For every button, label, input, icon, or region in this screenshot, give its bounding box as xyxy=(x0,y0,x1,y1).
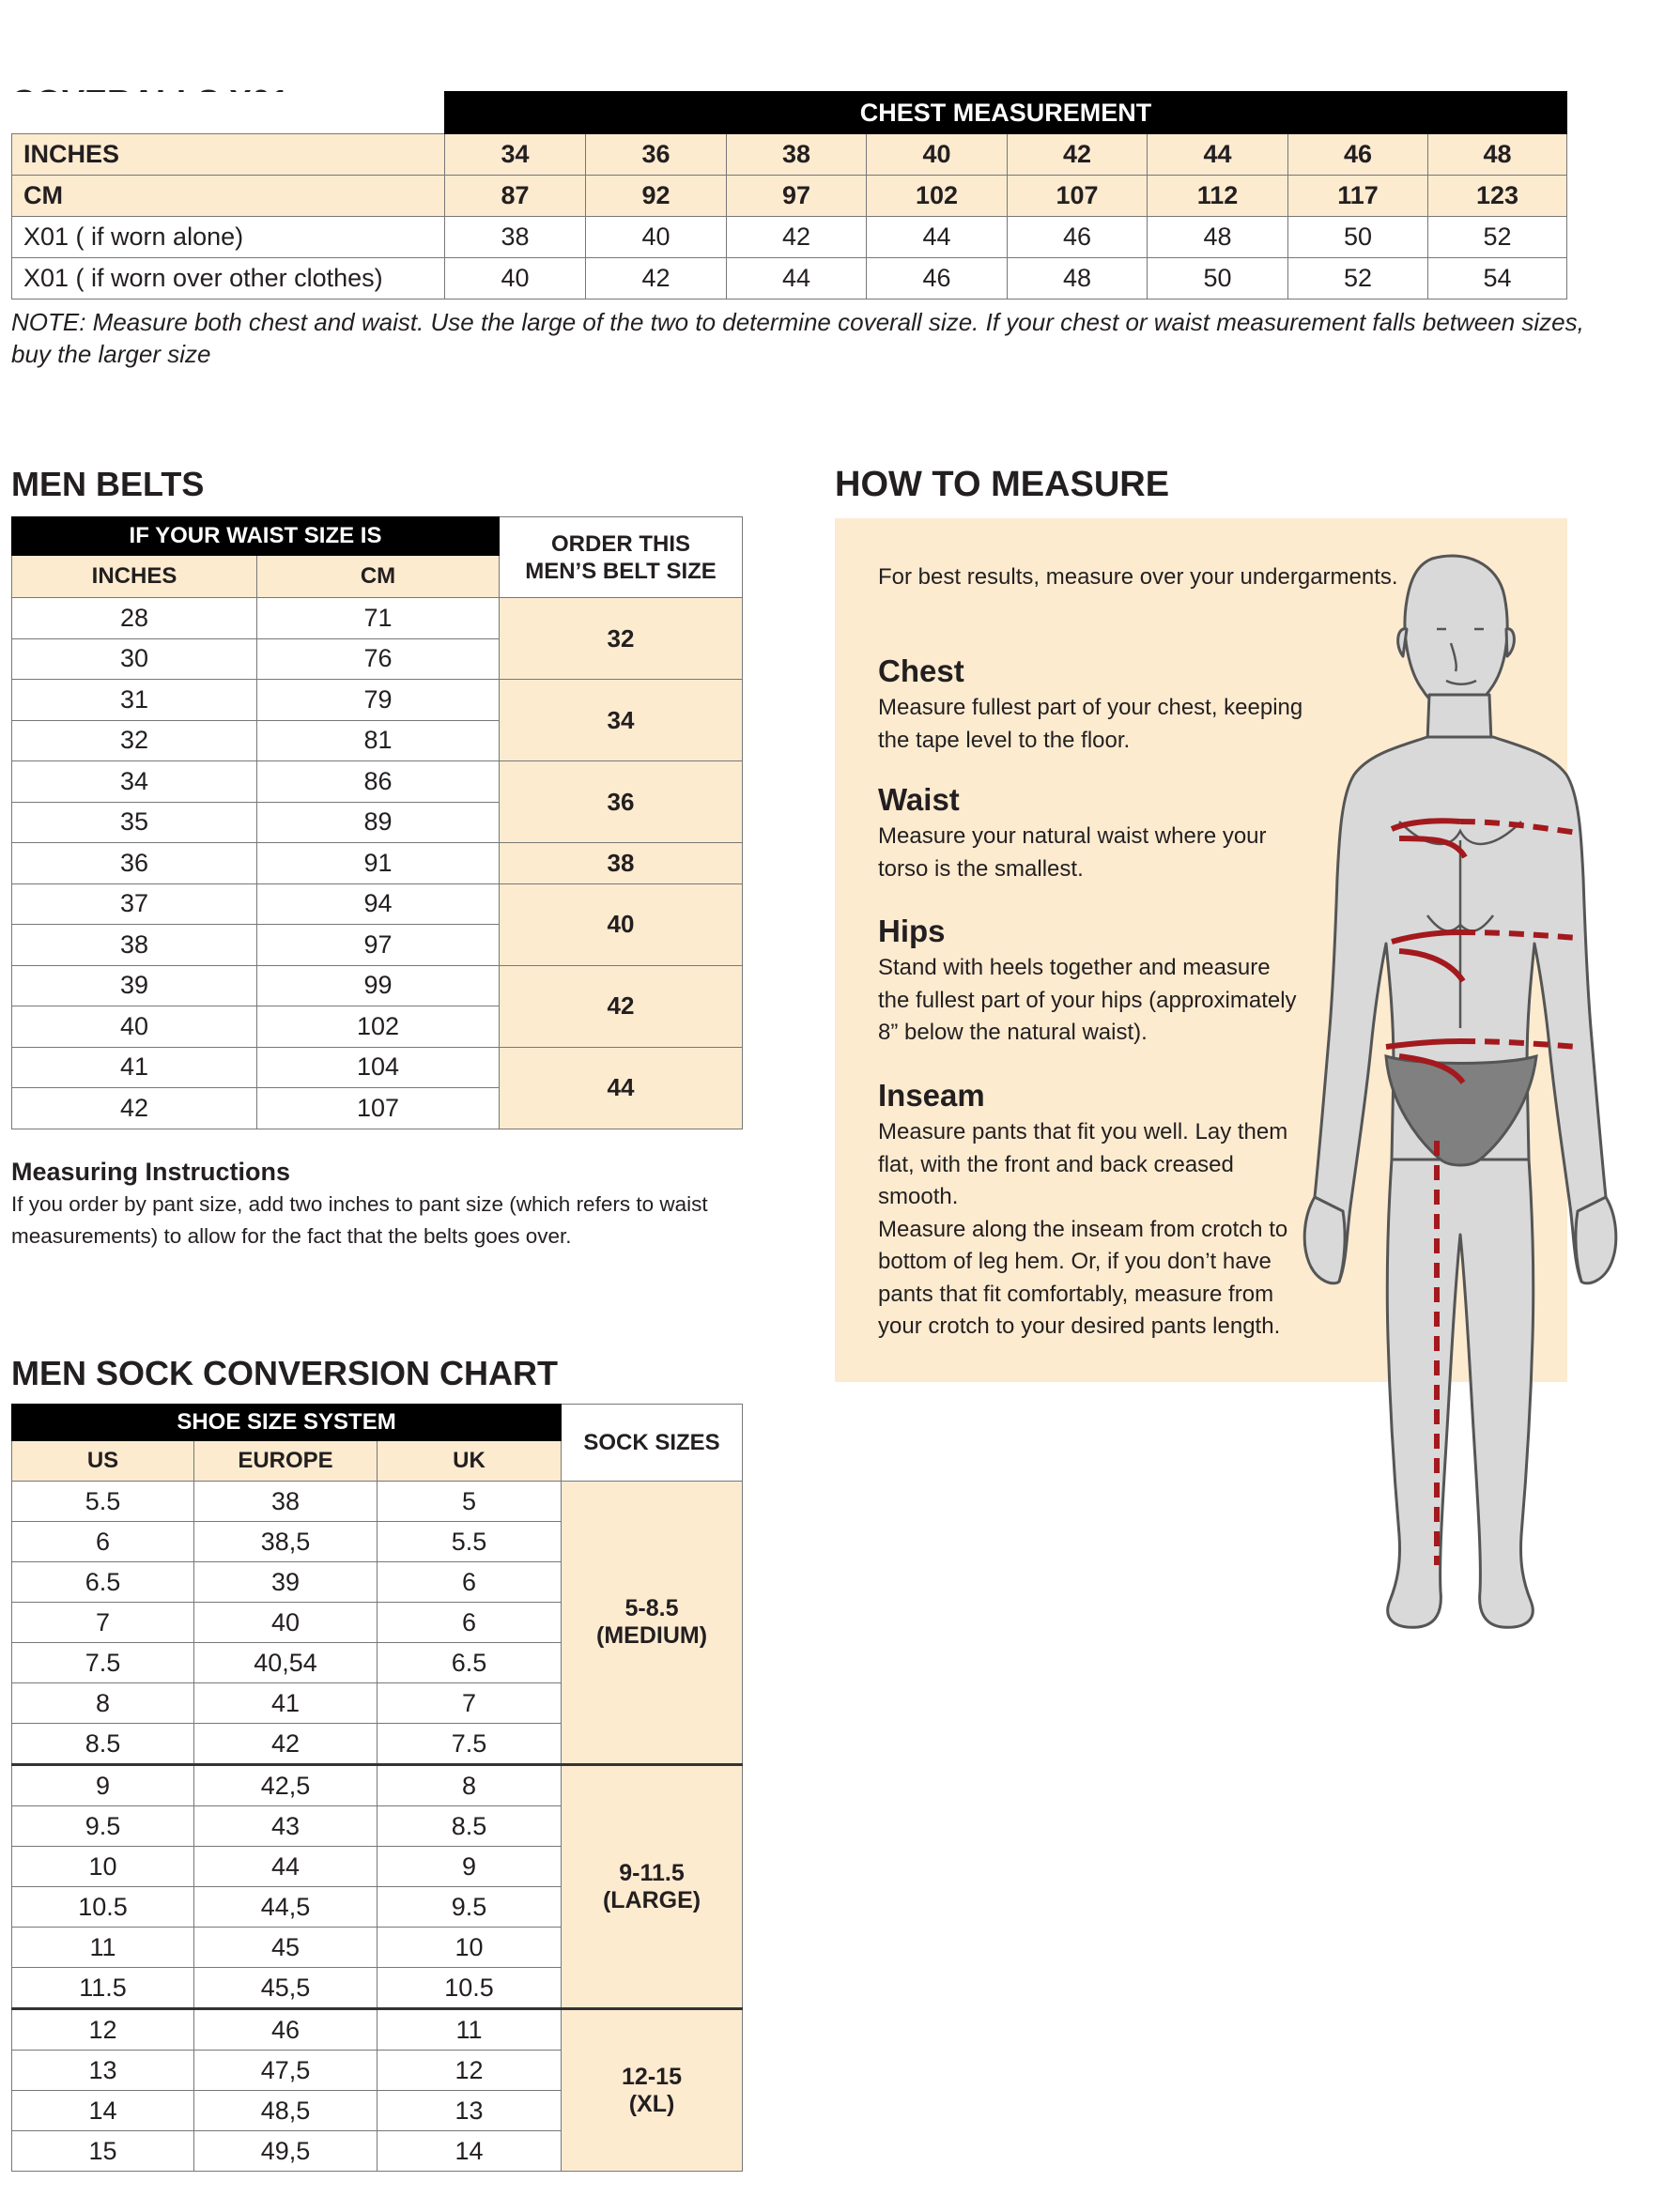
cell: 91 xyxy=(257,843,500,884)
inseam-title: Inseam xyxy=(878,1078,985,1113)
cell: 9.5 xyxy=(378,1887,562,1928)
belt-size-cell: 32 xyxy=(500,598,743,680)
note-line-1: NOTE: Measure both chest and waist. Use the large of the two to determine coverall size. If your chest or waist measurement falls between sizes, xyxy=(11,308,1584,336)
chest-measurement-header-row xyxy=(12,92,1567,134)
text-line: Stand with heels together and measure xyxy=(878,955,1271,980)
cell: 46 xyxy=(1288,134,1428,176)
cell: 6.5 xyxy=(378,1643,562,1683)
socks-table xyxy=(11,1404,743,2172)
cell: 46 xyxy=(867,258,1008,300)
cell: 54 xyxy=(1428,258,1567,300)
ear-right-shape xyxy=(1506,629,1514,656)
cell: 7.5 xyxy=(12,1643,194,1683)
text-line: smooth. xyxy=(878,1184,959,1209)
cell: 8 xyxy=(12,1683,194,1724)
table-row xyxy=(12,1047,743,1088)
text-line: the tape level to the floor. xyxy=(878,727,1131,753)
cell: 41 xyxy=(194,1683,378,1724)
cell: 42,5 xyxy=(194,1765,378,1806)
cell: 13 xyxy=(12,2051,194,2091)
cell: 99 xyxy=(257,965,500,1006)
text-line: Measure pants that fit you well. Lay them xyxy=(878,1119,1288,1144)
text-line: Measure your natural waist where your xyxy=(878,823,1267,849)
socks-title: MEN SOCK CONVERSION CHART xyxy=(11,1354,559,1392)
intro-text: For best results, measure over your undergarments. xyxy=(878,564,1398,590)
cell: 9 xyxy=(12,1765,194,1806)
sock-size-large xyxy=(562,1765,743,2009)
cell: 14 xyxy=(12,2091,194,2131)
worn-alone-row xyxy=(12,217,1567,258)
cell: 112 xyxy=(1148,176,1288,217)
cell: 39 xyxy=(194,1562,378,1603)
cell: 40,54 xyxy=(194,1643,378,1683)
belt-size-cell: 42 xyxy=(500,965,743,1047)
waist-title: Waist xyxy=(878,782,960,817)
cell: 44 xyxy=(1148,134,1288,176)
belts-title: MEN BELTS xyxy=(11,465,205,503)
cell: 5 xyxy=(378,1482,562,1522)
cell: 28 xyxy=(12,598,257,639)
text-line: 8” below the natural waist). xyxy=(878,1020,1148,1045)
cell: 38 xyxy=(12,925,257,966)
cell: 44 xyxy=(727,258,867,300)
inches-row xyxy=(12,134,1567,176)
cell: 13 xyxy=(378,2091,562,2131)
cell: 47,5 xyxy=(194,2051,378,2091)
text-line: torso is the smallest. xyxy=(878,855,1084,882)
cell: 9 xyxy=(378,1847,562,1887)
sock-size-name: (XL) xyxy=(628,2090,675,2117)
cell: 81 xyxy=(257,720,500,761)
europe-header: EUROPE xyxy=(194,1441,378,1482)
belt-size-cell: 34 xyxy=(500,680,743,761)
belt-size-cell: 44 xyxy=(500,1047,743,1129)
cell: 104 xyxy=(257,1047,500,1088)
belts-table xyxy=(11,516,743,1129)
text-line: the fullest part of your hips (approximately xyxy=(878,987,1297,1013)
text-line: flat, with the front and back creased xyxy=(878,1151,1234,1177)
uk-header: UK xyxy=(378,1441,562,1482)
instructions-title: Measuring Instructions xyxy=(11,1158,291,1186)
cell: 40 xyxy=(194,1603,378,1643)
sock-size-range: 9-11.5 xyxy=(619,1859,685,1886)
cell: 14 xyxy=(378,2131,562,2172)
cell: 42 xyxy=(1008,134,1148,176)
row-label: CM xyxy=(12,176,445,217)
table-row xyxy=(12,598,743,639)
belt-size-cell: 38 xyxy=(500,843,743,884)
cell: 7 xyxy=(12,1603,194,1643)
cell: 5.5 xyxy=(12,1482,194,1522)
sock-size-xl xyxy=(562,2009,743,2172)
cm-header: CM xyxy=(257,556,500,598)
cell: 79 xyxy=(257,680,500,721)
table-row xyxy=(12,883,743,925)
cell: 11.5 xyxy=(12,1968,194,2009)
cell: 102 xyxy=(257,1006,500,1048)
sock-sizes-header: SOCK SIZES xyxy=(562,1405,743,1482)
cell: 44 xyxy=(867,217,1008,258)
cell: 48 xyxy=(1148,217,1288,258)
sock-size-range: 12-15 xyxy=(622,2063,682,2090)
text-line: pants that fit comfortably, measure from xyxy=(878,1281,1274,1307)
cm-row xyxy=(12,176,1567,217)
table-row xyxy=(12,1765,743,1806)
table-row xyxy=(12,1482,743,1522)
cell: 40 xyxy=(12,1006,257,1048)
order-size-header xyxy=(500,517,743,598)
cell: 15 xyxy=(12,2131,194,2172)
cell: 31 xyxy=(12,680,257,721)
body-measurement-figure xyxy=(1296,540,1634,1657)
cell: 46 xyxy=(1008,217,1148,258)
text-line: Measure along the inseam from crotch to xyxy=(878,1216,1288,1242)
cell: 42 xyxy=(194,1724,378,1765)
cell: 6 xyxy=(12,1522,194,1562)
belt-size-cell: 40 xyxy=(500,883,743,965)
cell: 34 xyxy=(445,134,586,176)
cell: 94 xyxy=(257,883,500,925)
head-shape xyxy=(1405,556,1507,713)
sock-size-name: (MEDIUM) xyxy=(596,1622,708,1649)
cell: 11 xyxy=(378,2009,562,2051)
cell: 87 xyxy=(445,176,586,217)
hips-text xyxy=(878,952,1297,1050)
cell: 12 xyxy=(378,2051,562,2091)
inseam-text xyxy=(878,1116,1287,1344)
cell: 40 xyxy=(586,217,727,258)
cell: 45,5 xyxy=(194,1968,378,2009)
order-header-line-2: MEN’S BELT SIZE xyxy=(525,558,717,584)
neck-shape xyxy=(1427,695,1491,742)
cell: 6.5 xyxy=(12,1562,194,1603)
coveralls-table xyxy=(11,91,1567,300)
cell: 50 xyxy=(1288,217,1428,258)
cell: 6 xyxy=(378,1603,562,1643)
cell: 42 xyxy=(727,217,867,258)
table-row xyxy=(12,843,743,884)
cell: 102 xyxy=(867,176,1008,217)
table-row xyxy=(12,965,743,1006)
cell: 49,5 xyxy=(194,2131,378,2172)
cell: 12 xyxy=(12,2009,194,2051)
sock-size-range: 5-8.5 xyxy=(624,1595,679,1621)
cell: 34 xyxy=(12,761,257,803)
cell: 8.5 xyxy=(378,1806,562,1847)
cell: 37 xyxy=(12,883,257,925)
cell: 9.5 xyxy=(12,1806,194,1847)
belt-size-cell: 36 xyxy=(500,761,743,843)
cell: 10.5 xyxy=(12,1887,194,1928)
text-line: bottom of leg hem. Or, if you don’t have xyxy=(878,1249,1272,1274)
cell: 35 xyxy=(12,802,257,843)
cell: 50 xyxy=(1148,258,1288,300)
cell: 11 xyxy=(12,1928,194,1968)
inches-header: INCHES xyxy=(12,556,257,598)
hips-title: Hips xyxy=(878,914,946,948)
waist-size-header: IF YOUR WAIST SIZE IS xyxy=(12,517,500,556)
cell: 46 xyxy=(194,2009,378,2051)
us-header: US xyxy=(12,1441,194,1482)
cell: 7.5 xyxy=(378,1724,562,1765)
cell: 5.5 xyxy=(378,1522,562,1562)
waist-text xyxy=(878,821,1267,885)
cell: 10.5 xyxy=(378,1968,562,2009)
row-label: INCHES xyxy=(12,134,445,176)
cell: 71 xyxy=(257,598,500,639)
cell: 45 xyxy=(194,1928,378,1968)
sock-size-name: (LARGE) xyxy=(602,1886,701,1913)
cell: 40 xyxy=(867,134,1008,176)
cell: 76 xyxy=(257,638,500,680)
cell: 48 xyxy=(1008,258,1148,300)
cell: 38 xyxy=(727,134,867,176)
cell: 36 xyxy=(12,843,257,884)
cell: 92 xyxy=(586,176,727,217)
order-header-line-1: ORDER THIS xyxy=(551,530,691,557)
worn-over-clothes-row xyxy=(12,258,1567,300)
measuring-instructions xyxy=(11,1155,744,1252)
cell: 97 xyxy=(727,176,867,217)
cell: 86 xyxy=(257,761,500,803)
cell: 107 xyxy=(257,1088,500,1129)
cell: 89 xyxy=(257,802,500,843)
text-line: your crotch to your desired pants length. xyxy=(878,1313,1281,1339)
cell: 48,5 xyxy=(194,2091,378,2131)
cell: 10 xyxy=(12,1847,194,1887)
cell: 48 xyxy=(1428,134,1567,176)
cell: 117 xyxy=(1288,176,1428,217)
cell: 30 xyxy=(12,638,257,680)
instructions-line-2: measurements) to allow for the fact that the belts goes over. xyxy=(11,1224,572,1248)
text-line: Measure fullest part of your chest, keeping xyxy=(878,695,1303,720)
cell: 44,5 xyxy=(194,1887,378,1928)
cell: 7 xyxy=(378,1683,562,1724)
cell: 43 xyxy=(194,1806,378,1847)
cell: 6 xyxy=(378,1562,562,1603)
sock-size-medium xyxy=(562,1482,743,1765)
table-row xyxy=(12,761,743,803)
how-to-measure-title: HOW TO MEASURE xyxy=(835,465,1170,504)
row-label: X01 ( if worn over other clothes) xyxy=(12,258,445,300)
cell: 36 xyxy=(586,134,727,176)
cell: 8.5 xyxy=(12,1724,194,1765)
cell: 41 xyxy=(12,1047,257,1088)
cell: 52 xyxy=(1288,258,1428,300)
cell: 107 xyxy=(1008,176,1148,217)
cell: 10 xyxy=(378,1928,562,1968)
cell: 38 xyxy=(445,217,586,258)
cell: 44 xyxy=(194,1847,378,1887)
table-row xyxy=(12,680,743,721)
cell: 38 xyxy=(194,1482,378,1522)
instructions-line-1: If you order by pant size, add two inches to pant size (which refers to waist xyxy=(11,1192,708,1216)
cell: 40 xyxy=(445,258,586,300)
chest-text xyxy=(878,692,1302,757)
chest-title: Chest xyxy=(878,653,964,688)
legs-shape xyxy=(1387,1160,1534,1627)
coveralls-note xyxy=(11,306,1626,370)
cell: 32 xyxy=(12,720,257,761)
cell: 39 xyxy=(12,965,257,1006)
cell: 8 xyxy=(378,1765,562,1806)
cell: 42 xyxy=(12,1088,257,1129)
cell: 123 xyxy=(1428,176,1567,217)
cell: 38,5 xyxy=(194,1522,378,1562)
row-label: X01 ( if worn alone) xyxy=(12,217,445,258)
table-row xyxy=(12,2009,743,2051)
chest-measurement-header: CHEST MEASUREMENT xyxy=(445,92,1567,134)
hand-left-shape xyxy=(1304,1197,1345,1283)
shoe-size-system-header: SHOE SIZE SYSTEM xyxy=(12,1405,562,1441)
hand-right-shape xyxy=(1576,1197,1616,1283)
cell: 42 xyxy=(586,258,727,300)
cell: 97 xyxy=(257,925,500,966)
cell: 52 xyxy=(1428,217,1567,258)
ear-left-shape xyxy=(1398,629,1407,656)
note-line-2: buy the larger size xyxy=(11,340,211,368)
